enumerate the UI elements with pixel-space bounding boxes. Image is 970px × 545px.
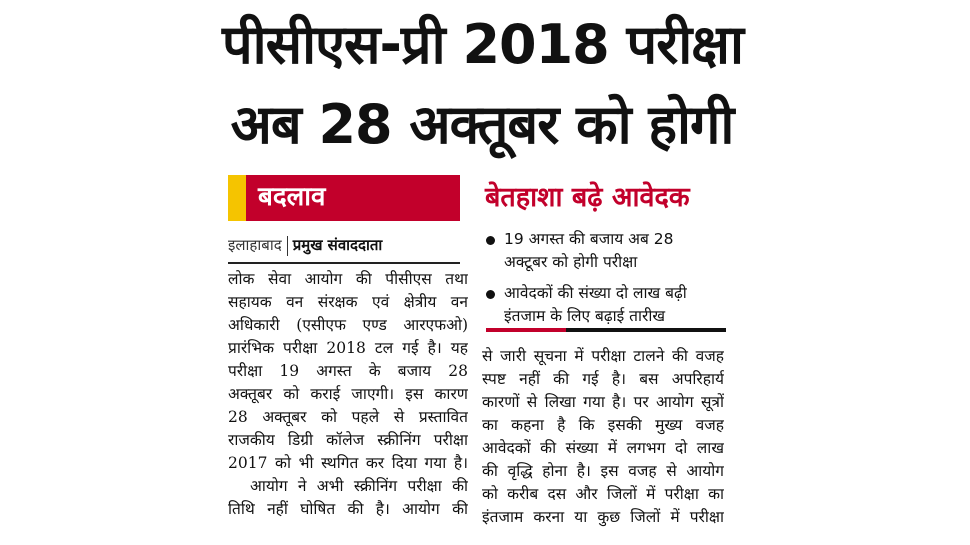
body-line: से जारी सूचना में परीक्षा टालने की वजह (482, 347, 724, 365)
byline-rule (228, 262, 460, 264)
body-line: प्रारंभिक परीक्षा 2018 टल गई है। यह (228, 339, 468, 357)
body-line: 28 अक्तूबर को पहले से प्रस्तावित (228, 408, 468, 426)
headline-line-1: पीसीएस-प्री 2018 परीक्षा (222, 13, 743, 76)
body-line: आवेदकों की संख्या में लगभग दो लाख (482, 439, 724, 457)
body-line: अधिकारी (एसीएफ एण्ड आरएफओ) (228, 316, 468, 334)
body-line: तिथि नहीं घोषित की है। आयोग की (228, 500, 468, 518)
section-tag-label: बदलाव (258, 182, 326, 212)
article-body-left (228, 268, 468, 521)
body-line: राजकीय डिग्री कॉलेज स्क्रीनिंग परीक्षा (228, 431, 468, 449)
body-line: 2017 को भी स्थगित कर दिया गया है। (228, 454, 468, 472)
bullet-dot-icon (486, 290, 495, 299)
byline (228, 233, 382, 257)
dateline-place: इलाहाबाद (228, 236, 282, 254)
byline-author: प्रमुख संवाददाता (292, 236, 383, 254)
body-line: आयोग ने अभी स्क्रीनिंग परीक्षा की (250, 477, 468, 495)
article-body-right (482, 345, 724, 529)
column-rule (486, 328, 726, 332)
highlight-line: इंतजाम के लिए बढ़ाई तारीख (504, 307, 666, 325)
tag-accent-bar (228, 175, 246, 221)
body-line: अक्तूबर को कराई जाएगी। इस कारण (228, 385, 468, 403)
bullet-dot-icon (486, 236, 495, 245)
highlight-item (486, 228, 726, 274)
highlight-line: अक्टूबर को होगी परीक्षा (504, 253, 638, 271)
body-line: कारणों से लिखा गया है। पर आयोग सूत्रों (482, 393, 724, 411)
headline-line-2: अब 28 अक्तूबर को होगी (230, 93, 734, 156)
body-line: का कहना है कि इसकी मुख्य वजह (482, 416, 724, 434)
body-line: इंतजाम करना या कुछ जिलों में परीक्षा (482, 508, 724, 526)
body-line: परीक्षा 19 अगस्त के बजाय 28 (228, 362, 468, 380)
byline-separator (287, 236, 288, 256)
highlights-list (486, 228, 726, 336)
highlight-line: आवेदकों की संख्या दो लाख बढ़ी (504, 284, 687, 302)
sub-heading: बेतहाशा बढ़े आवेदक (485, 182, 690, 213)
body-line: सहायक वन संरक्षक एवं क्षेत्रीय वन (228, 293, 468, 311)
body-line: की वृद्धि होना है। इस वजह से आयोग (482, 462, 724, 480)
body-line: को करीब दस और जिलों में परीक्षा का (482, 485, 724, 503)
body-line: स्पष्ट नहीं की गई है। बस अपरिहार्य (482, 370, 724, 388)
section-tag (228, 175, 460, 221)
highlight-item (486, 282, 726, 328)
highlight-line: 19 अगस्त की बजाय अब 28 (504, 230, 674, 248)
body-line: लोक सेवा आयोग की पीसीएस तथा (228, 270, 468, 288)
